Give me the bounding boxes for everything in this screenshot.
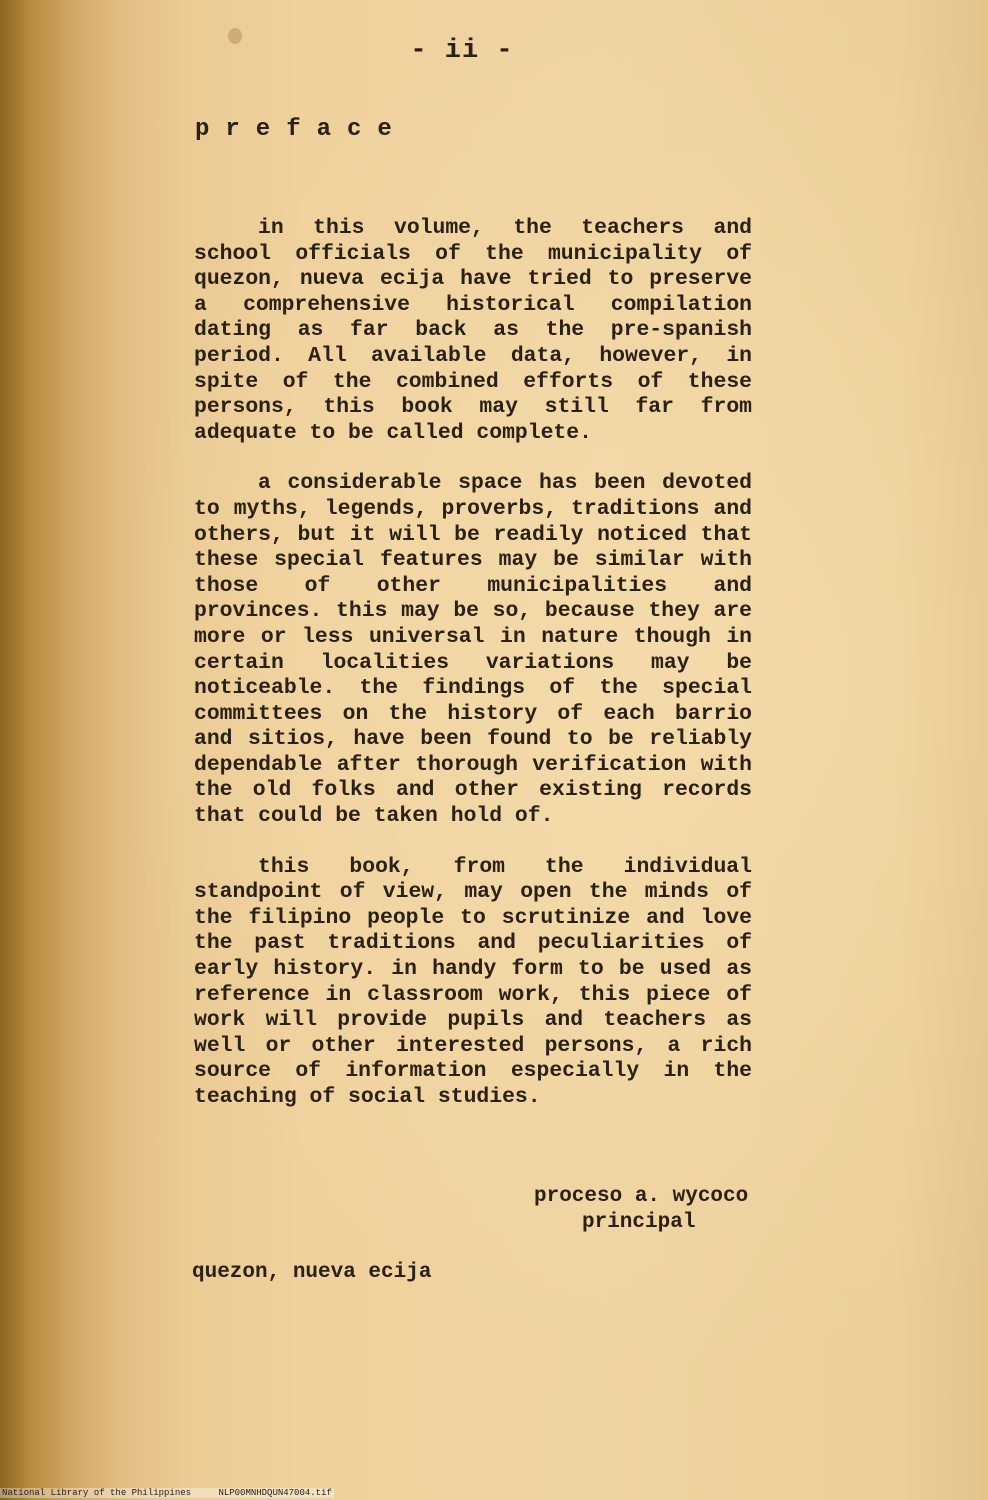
signatory-name: proceso a. wycoco <box>534 1185 749 1208</box>
page-heading: preface <box>195 116 408 143</box>
paragraph-3-text: this book, from the individual standpoint of view, may open the minds of the filipino people to scrutinize and love the past traditions and peculiarities of early history. in handy form to be used as reference in classroom work, this piece of work will provide pupils and teachers as well or other interested persons, a rich source of information especially in the teaching of social studies. <box>194 854 752 1109</box>
signatory-title: principal <box>582 1211 696 1234</box>
signature-block <box>534 1184 748 1236</box>
library-name: National Library of the Philippines <box>2 1488 192 1498</box>
paragraph-2 <box>194 471 752 829</box>
file-name: NLP00MNHDQUN47004.tif <box>218 1488 332 1498</box>
preface-body <box>194 216 752 1136</box>
page-number: - ii - <box>410 36 514 66</box>
place-line: quezon, nueva ecija <box>192 1261 432 1284</box>
paragraph-2-text: a considerable space has been devoted to myths, legends, proverbs, traditions and others, but it will be readily noticed that these special features may be similar with those of other municipalities and provinces. this may be so, because they are more or less universal in nature though in certain localities variations may be noticeable. the findings of the special committees on the history of each barrio and sitios, have been found to be reliably dependable after thorough verification with the old folks and other existing records that could be taken hold of. <box>194 471 752 829</box>
paragraph-3 <box>194 855 752 1111</box>
paragraph-1-text: in this volume, the teachers and school officials of the municipality of quezon, nueva ecija have tried to preserve a comprehensive historical compilation dating as far back as the pre-spanish period. All available data, however, in spite of the combined efforts of these persons, this book may still far from adequate to be called complete. <box>194 216 752 445</box>
scan-footer <box>0 1488 334 1498</box>
paragraph-1 <box>194 216 752 446</box>
